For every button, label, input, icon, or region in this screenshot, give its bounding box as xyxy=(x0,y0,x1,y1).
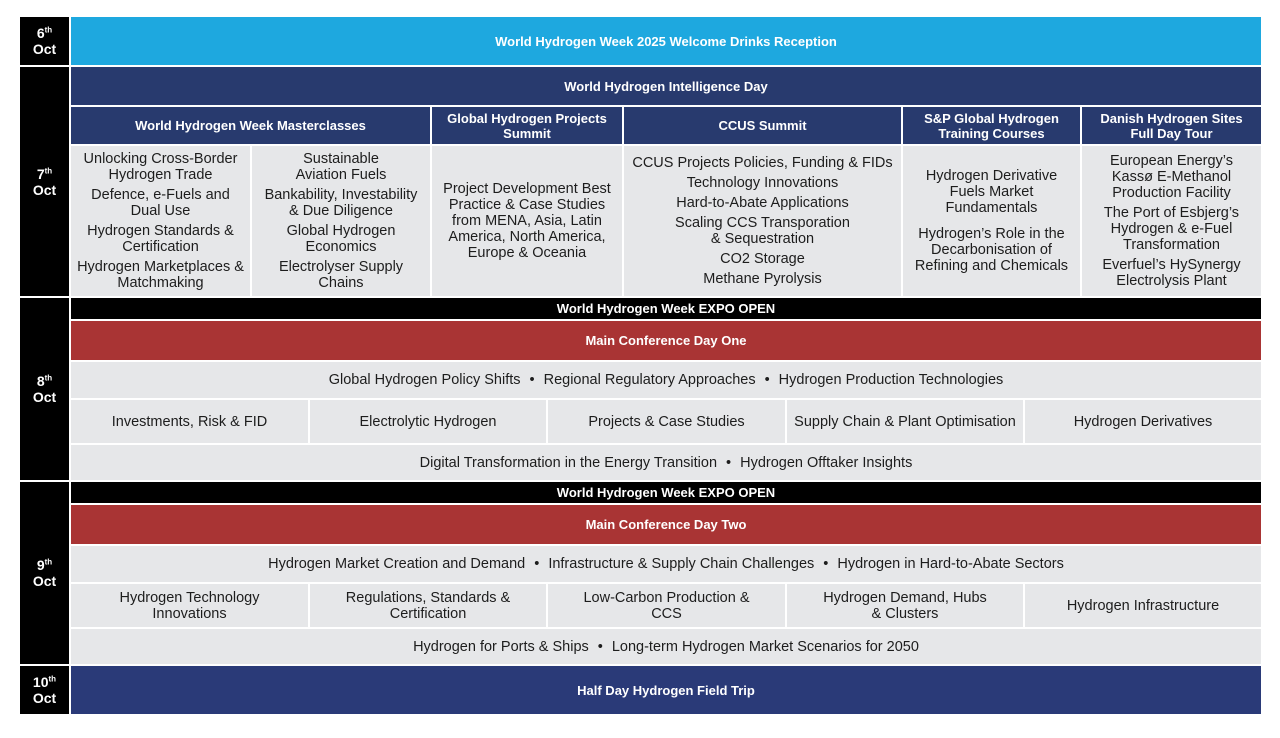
list-item: Methane Pyrolysis xyxy=(703,271,822,287)
list-item: Scaling CCS Transporation & Sequestration xyxy=(675,215,850,247)
day1-track: Investments, Risk & FID xyxy=(71,400,308,443)
masterclasses-list-1 xyxy=(71,146,250,296)
topic: Hydrogen Market Creation and Demand xyxy=(268,556,526,572)
list-item: Everfuel’s HySynergy Electrolysis Plant xyxy=(1102,257,1241,289)
bullet-separator: • xyxy=(534,556,540,572)
conference-day-one-banner: Main Conference Day One xyxy=(71,321,1261,360)
conference-day-two-banner: Main Conference Day Two xyxy=(71,505,1261,544)
day2-plenary-topics xyxy=(71,546,1261,582)
day2-track: Low-Carbon Production & CCS xyxy=(548,584,785,627)
day-label-oct-10: 10th Oct xyxy=(20,666,69,714)
training-courses-content xyxy=(903,146,1080,296)
day1-closing-topics xyxy=(71,445,1261,480)
list-item: The Port of Esbjerg’s Hydrogen & e-Fuel Transformation xyxy=(1103,205,1240,253)
day-label-oct-7: 7th Oct xyxy=(20,67,69,296)
day-label-oct-9: 9th Oct xyxy=(20,482,69,664)
list-item: Hydrogen Standards & Certification xyxy=(87,223,234,255)
intelligence-day-banner: World Hydrogen Intelligence Day xyxy=(71,67,1261,105)
welcome-reception-banner: World Hydrogen Week 2025 Welcome Drinks Reception xyxy=(71,17,1261,65)
list-item: Hydrogen Derivative Fuels Market Fundamentals xyxy=(925,168,1058,216)
list-item: Electrolyser Supply Chains xyxy=(278,259,404,291)
masterclasses-list-2 xyxy=(252,146,430,296)
training-courses-header: S&P Global Hydrogen Training Courses xyxy=(903,107,1080,144)
bullet-separator: • xyxy=(823,556,829,572)
bullet-separator: • xyxy=(597,638,603,655)
topic: Long-term Hydrogen Market Scenarios for 2050 xyxy=(611,638,919,655)
topic: Infrastructure & Supply Chain Challenges xyxy=(548,556,815,572)
list-item: Sustainable Aviation Fuels xyxy=(295,151,387,183)
list-item: Hydrogen’s Role in the Decarbonisation of Refining and Chemicals xyxy=(914,226,1069,274)
day2-track: Hydrogen Demand, Hubs & Clusters xyxy=(787,584,1023,627)
ccus-summit-header: CCUS Summit xyxy=(624,107,901,144)
sites-tour-content xyxy=(1082,146,1261,296)
expo-open-banner-day1: World Hydrogen Week EXPO OPEN xyxy=(71,298,1261,319)
list-item: CCUS Projects Policies, Funding & FIDs xyxy=(632,155,893,171)
day-label-oct-6: 6th Oct xyxy=(20,17,69,65)
bullet-separator: • xyxy=(726,454,732,471)
expo-open-banner-day2: World Hydrogen Week EXPO OPEN xyxy=(71,482,1261,503)
day1-plenary-topics xyxy=(71,362,1261,398)
topic: Hydrogen Production Technologies xyxy=(778,372,1004,388)
topic: Regional Regulatory Approaches xyxy=(543,372,756,388)
day2-track: Hydrogen Infrastructure xyxy=(1025,584,1261,627)
topic: Hydrogen for Ports & Ships xyxy=(413,638,589,655)
day2-track: Regulations, Standards & Certification xyxy=(310,584,546,627)
list-item: Defence, e-Fuels and Dual Use xyxy=(91,187,230,219)
topic: Digital Transformation in the Energy Transition xyxy=(419,454,718,471)
list-item: Hard-to-Abate Applications xyxy=(676,195,849,211)
day2-track: Hydrogen Technology Innovations xyxy=(71,584,308,627)
day-label-oct-8: 8th Oct xyxy=(20,298,69,480)
topic: Global Hydrogen Policy Shifts xyxy=(328,372,521,388)
list-item: Unlocking Cross-Border Hydrogen Trade xyxy=(83,151,238,183)
topic: Hydrogen in Hard-to-Abate Sectors xyxy=(837,556,1064,572)
day1-track: Supply Chain & Plant Optimisation xyxy=(787,400,1023,443)
list-item: Global Hydrogen Economics xyxy=(286,223,396,255)
bullet-separator: • xyxy=(764,372,770,388)
bullet-separator: • xyxy=(529,372,535,388)
list-item: Bankability, Investability & Due Diligence xyxy=(264,187,418,219)
sites-tour-header: Danish Hydrogen Sites Full Day Tour xyxy=(1082,107,1261,144)
ccus-summit-content xyxy=(624,146,901,296)
day1-track: Hydrogen Derivatives xyxy=(1025,400,1261,443)
day2-closing-topics xyxy=(71,629,1261,664)
projects-summit-header: Global Hydrogen Projects Summit xyxy=(432,107,622,144)
list-item: Project Development Best Practice & Case Studies from MENA, Asia, Latin America, North America, Europe & Oceania xyxy=(443,181,611,261)
day1-track: Electrolytic Hydrogen xyxy=(310,400,546,443)
day1-track: Projects & Case Studies xyxy=(548,400,785,443)
list-item: Technology Innovations xyxy=(686,175,839,191)
list-item: Hydrogen Marketplaces & Matchmaking xyxy=(77,259,244,291)
list-item: CO2 Storage xyxy=(720,251,805,267)
list-item: European Energy’s Kassø E-Methanol Production Facility xyxy=(1109,153,1234,201)
masterclasses-header: World Hydrogen Week Masterclasses xyxy=(71,107,430,144)
field-trip-banner: Half Day Hydrogen Field Trip xyxy=(71,666,1261,714)
projects-summit-content xyxy=(432,146,622,296)
topic: Hydrogen Offtaker Insights xyxy=(740,454,913,471)
